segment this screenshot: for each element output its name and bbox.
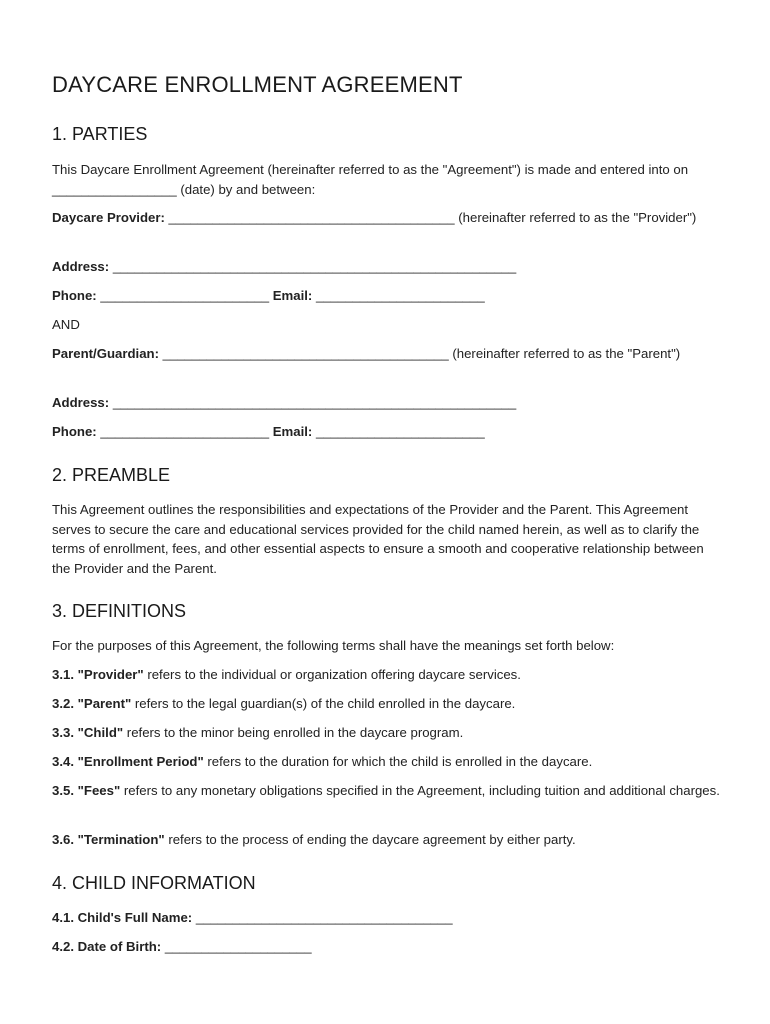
definition-item: [52, 723, 720, 743]
parent-email-blank: _______________________: [312, 424, 485, 439]
section-heading-parties: 1. PARTIES: [52, 124, 148, 144]
definition-item: [52, 665, 720, 685]
preamble-text: This Agreement outlines the responsibilities and expectations of the Provider and the Parent. This Agreement serves to secure the care and educational services provided for the child named herein, as well as to clarify the terms of enrollment, fees, and other essential aspects to ensure a smooth and cooperative relationship between the Provider and the Parent.: [52, 502, 704, 576]
provider-email-label: Email:: [272, 288, 313, 303]
provider-address-label: Address:: [52, 259, 110, 274]
section-heading-preamble: 2. PREAMBLE: [52, 465, 171, 485]
parent-blank: _______________________________________ (hereinafter referred to as the "Parent"): [159, 346, 681, 361]
parent-address-label: Address:: [52, 395, 110, 410]
parent-field: [52, 344, 720, 364]
parent-phone-label: Phone:: [52, 424, 97, 439]
definition-item: [52, 781, 720, 801]
section-heading-child-information: 4. CHILD INFORMATION: [52, 873, 256, 893]
provider-phone-label: Phone:: [52, 288, 97, 303]
parent-contact-field: [52, 422, 720, 442]
child-name-field: [52, 908, 720, 928]
parent-phone-blank: _______________________: [96, 424, 273, 439]
definition-text: refers to the duration for which the child is enrolled in the daycare.: [203, 754, 593, 769]
definitions-intro: For the purposes of this Agreement, the following terms shall have the meanings set forth below:: [52, 638, 615, 653]
provider-field: [52, 208, 720, 228]
definition-text: refers to the minor being enrolled in the daycare program.: [123, 725, 464, 740]
definition-term: 3.2. "Parent": [52, 696, 132, 711]
child-dob-label: 4.2. Date of Birth:: [52, 939, 162, 954]
parties-intro: This Daycare Enrollment Agreement (hereinafter referred to as the "Agreement") is made and entered into on _________________ (date) by and between:: [52, 162, 689, 197]
and-connector: AND: [52, 317, 80, 332]
provider-email-blank: _______________________: [312, 288, 485, 303]
parent-email-label: Email:: [272, 424, 313, 439]
document-title: DAYCARE ENROLLMENT AGREEMENT: [52, 72, 463, 97]
section-heading-definitions: 3. DEFINITIONS: [52, 601, 187, 621]
definition-term: 3.5. "Fees": [52, 783, 121, 798]
definition-text: refers to the legal guardian(s) of the child enrolled in the daycare.: [131, 696, 516, 711]
definition-text: refers to any monetary obligations specified in the Agreement, including tuition and additional charges.: [120, 783, 720, 798]
child-dob-field: [52, 937, 720, 957]
provider-label: Daycare Provider:: [52, 210, 165, 225]
definition-term: 3.4. "Enrollment Period": [52, 754, 204, 769]
definition-text: refers to the process of ending the daycare agreement by either party.: [164, 832, 576, 847]
parent-address-field: [52, 393, 720, 413]
definition-term: 3.6. "Termination": [52, 832, 165, 847]
child-name-label: 4.1. Child's Full Name:: [52, 910, 193, 925]
parent-address-blank: _______________________________________________________: [109, 395, 517, 410]
provider-address-field: [52, 257, 720, 277]
child-dob-blank: ____________________: [161, 939, 312, 954]
provider-phone-blank: _______________________: [96, 288, 273, 303]
definition-item: [52, 694, 720, 714]
child-name-blank: ___________________________________: [192, 910, 453, 925]
provider-address-blank: _______________________________________________________: [109, 259, 517, 274]
definition-term: 3.1. "Provider": [52, 667, 144, 682]
definition-term: 3.3. "Child": [52, 725, 124, 740]
provider-blank: _______________________________________ (hereinafter referred to as the "Provider"): [164, 210, 697, 225]
parent-label: Parent/Guardian:: [52, 346, 159, 361]
provider-contact-field: [52, 286, 720, 306]
definition-item: [52, 830, 720, 850]
definition-text: refers to the individual or organization offering daycare services.: [143, 667, 521, 682]
definition-item: [52, 752, 720, 772]
